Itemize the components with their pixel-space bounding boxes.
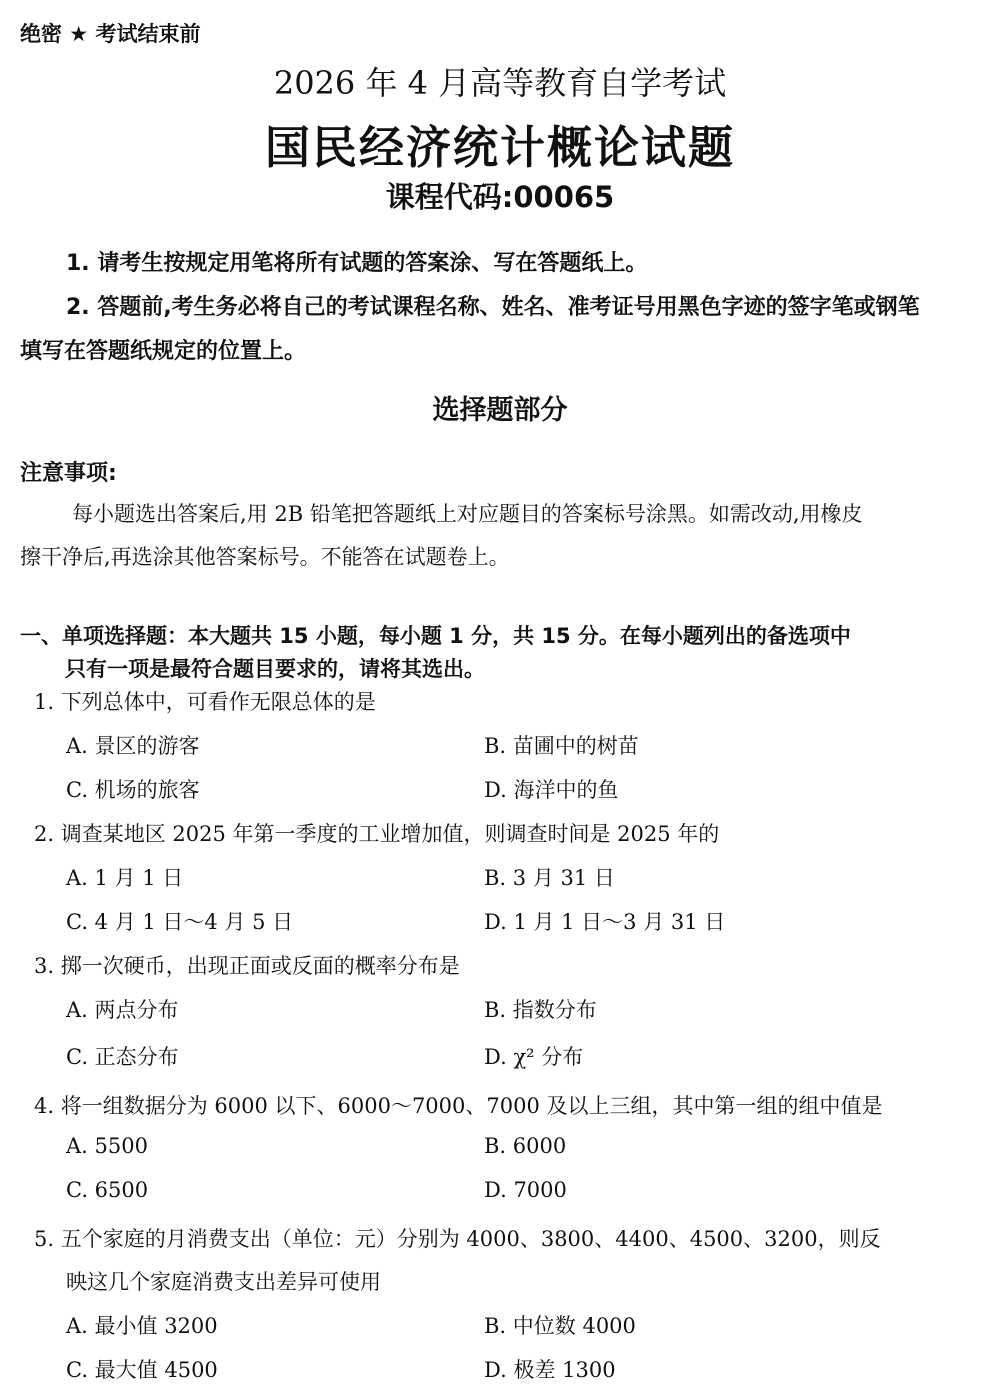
question-1-option-c: C. 机场的旅客 xyxy=(66,778,200,802)
part-one-heading-continued: 只有一项是最符合题目要求的，请将其选出。 xyxy=(65,657,485,681)
question-5-option-b: B. 中位数 4000 xyxy=(484,1314,636,1338)
question-2-option-d: D. 1 月 1 日～3 月 31 日 xyxy=(484,910,726,934)
question-3-option-a: A. 两点分布 xyxy=(66,998,179,1022)
notes-line-2: 擦干净后,再选涂其他答案标号。不能答在试题卷上。 xyxy=(20,545,510,569)
question-5-option-c: C. 最大值 4500 xyxy=(66,1358,218,1382)
question-3-option-c: C. 正态分布 xyxy=(66,1045,179,1069)
notes-title: 注意事项: xyxy=(20,461,117,486)
question-4-option-d: D. 7000 xyxy=(484,1178,567,1202)
question-3-stem: 3. 掷一次硬币，出现正面或反面的概率分布是 xyxy=(34,954,460,978)
part-one-heading: 一、单项选择题：本大题共 15 小题，每小题 1 分，共 15 分。在每小题列出的备选项中 xyxy=(20,624,851,648)
instruction-2-continued: 填写在答题纸规定的位置上。 xyxy=(20,339,307,364)
question-3-option-d: D. χ² 分布 xyxy=(484,1045,584,1069)
instruction-1: 1. 请考生按规定用笔将所有试题的答案涂、写在答题纸上。 xyxy=(66,251,648,276)
question-5-stem: 5. 五个家庭的月消费支出（单位：元）分别为 4000、3800、4400、4500、3200，则反 xyxy=(34,1227,881,1251)
question-2-option-a: A. 1 月 1 日 xyxy=(66,866,184,890)
subject-title: 国民经济统计概论试题 xyxy=(264,121,735,174)
instruction-2: 2. 答题前,考生务必将自己的考试课程名称、姓名、准考证号用黑色字迹的签字笔或钢笔 xyxy=(66,295,920,320)
question-4-option-b: B. 6000 xyxy=(484,1134,567,1158)
question-5-stem-continued: 映这几个家庭消费支出差异可使用 xyxy=(66,1270,381,1294)
notes-line-1: 每小题选出答案后,用 2B 铅笔把答题纸上对应题目的答案标号涂黑。如需改动,用橡皮 xyxy=(72,502,863,526)
question-4-option-c: C. 6500 xyxy=(66,1178,149,1202)
question-3-option-b: B. 指数分布 xyxy=(484,998,597,1022)
question-2-option-b: B. 3 月 31 日 xyxy=(484,866,615,890)
section-title: 选择题部分 xyxy=(432,395,568,426)
question-1-stem: 1. 下列总体中，可看作无限总体的是 xyxy=(34,690,376,714)
question-5-option-a: A. 最小值 3200 xyxy=(66,1314,218,1338)
question-2-stem: 2. 调查某地区 2025 年第一季度的工业增加值，则调查时间是 2025 年的 xyxy=(34,822,720,846)
course-code: 课程代码:00065 xyxy=(385,180,615,214)
confidential-label: 绝密 ★ 考试结束前 xyxy=(20,22,201,46)
exam-session-title: 2026 年 4 月高等教育自学考试 xyxy=(273,64,727,102)
question-4-option-a: A. 5500 xyxy=(66,1134,148,1158)
question-5-option-d: D. 极差 1300 xyxy=(484,1358,616,1382)
question-1-option-b: B. 苗圃中的树苗 xyxy=(484,734,639,758)
question-1-option-d: D. 海洋中的鱼 xyxy=(484,778,619,802)
question-4-stem: 4. 将一组数据分为 6000 以下、6000～7000、7000 及以上三组，其中第一组的组中值是 xyxy=(34,1094,883,1118)
question-1-option-a: A. 景区的游客 xyxy=(66,734,200,758)
question-2-option-c: C. 4 月 1 日～4 月 5 日 xyxy=(66,910,294,934)
